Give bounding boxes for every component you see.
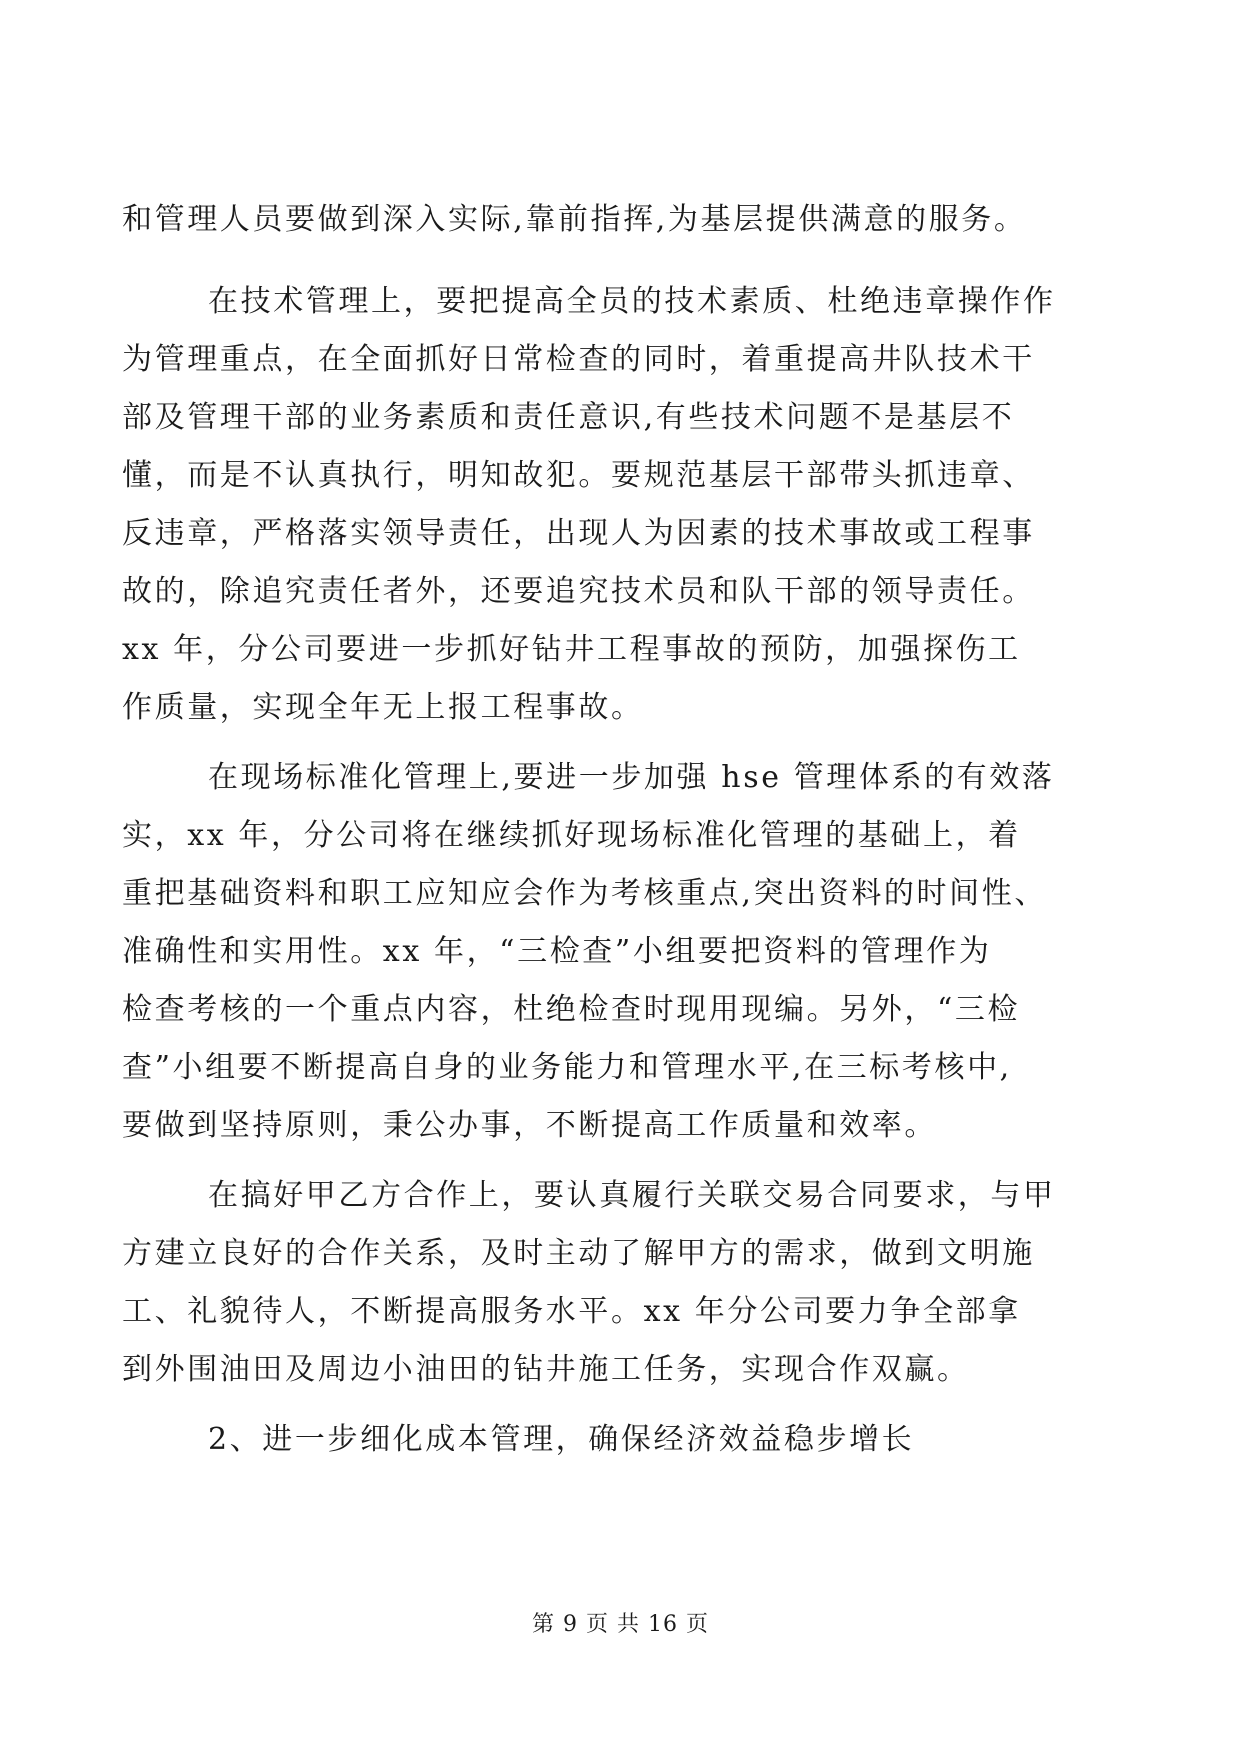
text-line: 懂，而是不认真执行，明知故犯。要规范基层干部带头抓违章、 (122, 458, 1035, 493)
text-line: 检查考核的一个重点内容，杜绝检查时现用现编。另外，“三检 (122, 992, 1021, 1027)
paragraph-first-line: 在搞好甲乙方合作上，要认真履行关联交易合同要求，与甲 (208, 1178, 1056, 1213)
section-heading: 2、进一步细化成本管理，确保经济效益稳步增长 (208, 1422, 915, 1457)
text-line: 准确性和实用性。xx 年，“三检查”小组要把资料的管理作为 (122, 934, 992, 969)
text-line: 为管理重点，在全面抓好日常检查的同时，着重提高井队技术干 (122, 342, 1035, 377)
text-line: 要做到坚持原则，秉公办事，不断提高工作质量和效率。 (122, 1108, 937, 1143)
paragraph-first-line: 在技术管理上，要把提高全员的技术素质、杜绝违章操作作 (208, 284, 1056, 319)
text-line: 工、礼貌待人，不断提高服务水平。xx 年分公司要力争全部拿 (122, 1294, 1021, 1329)
text-line: 重把基础资料和职工应知应会作为考核重点,突出资料的时间性、 (122, 876, 1047, 911)
text-line: 反违章，严格落实领导责任，出现人为因素的技术事故或工程事 (122, 516, 1035, 551)
text-line: 故的，除追究责任者外，还要追究技术员和队干部的领导责任。 (122, 574, 1035, 609)
text-line: 实，xx 年，分公司将在继续抓好现场标准化管理的基础上，着 (122, 818, 1021, 853)
paragraph-first-line: 在现场标准化管理上,要进一步加强 hse 管理体系的有效落 (208, 760, 1055, 795)
text-line: 查”小组要不断提高自身的业务能力和管理水平,在三标考核中, (122, 1050, 1012, 1085)
text-line: 部及管理干部的业务素质和责任意识,有些技术问题不是基层不 (122, 400, 1015, 435)
text-line: 到外围油田及周边小油田的钻井施工任务，实现合作双赢。 (122, 1352, 970, 1387)
page-footer: 第 9 页 共 16 页 (532, 1612, 709, 1637)
text-line: xx 年，分公司要进一步抓好钻井工程事故的预防，加强探伤工 (122, 632, 1021, 667)
text-line: 作质量，实现全年无上报工程事故。 (122, 690, 644, 725)
text-line: 和管理人员要做到深入实际,靠前指挥,为基层提供满意的服务。 (122, 202, 1027, 237)
text-line: 方建立良好的合作关系，及时主动了解甲方的需求，做到文明施 (122, 1236, 1035, 1271)
